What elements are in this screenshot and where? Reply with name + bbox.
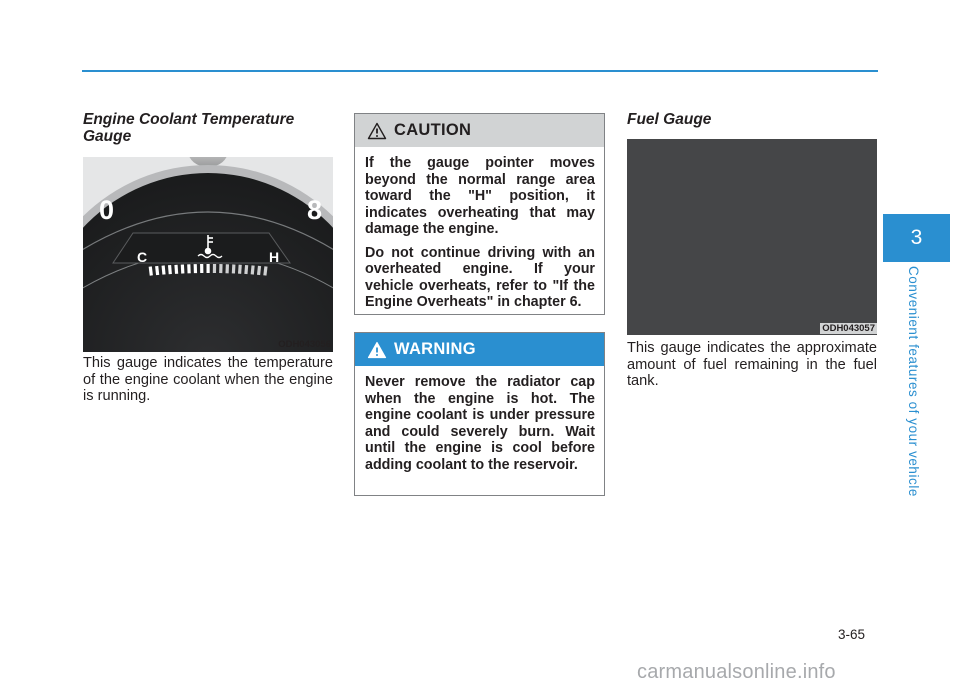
scale-tick bbox=[181, 264, 185, 273]
dial-hot-label: H bbox=[269, 249, 280, 265]
coolant-gauge-description: This gauge indicates the temperature of the engine coolant when the engine is running. bbox=[83, 355, 333, 404]
scale-tick bbox=[225, 264, 229, 273]
top-rule bbox=[82, 70, 878, 72]
caution-header bbox=[355, 114, 604, 147]
caution-body bbox=[355, 147, 604, 311]
scale-tick bbox=[174, 265, 178, 274]
chapter-tab bbox=[883, 214, 950, 262]
page-number: 3-65 bbox=[838, 627, 866, 642]
scale-tick bbox=[194, 264, 197, 273]
dial-left-number: 0 bbox=[99, 195, 115, 225]
warning-box bbox=[354, 332, 605, 496]
scale-tick bbox=[187, 264, 191, 273]
warning-header bbox=[355, 333, 604, 366]
coolant-gauge-photo bbox=[83, 157, 333, 352]
coolant-gauge-illustration bbox=[83, 157, 333, 352]
chapter-title: Convenient features of your vehicle bbox=[905, 265, 921, 497]
warning-title: WARNING bbox=[394, 340, 476, 358]
scale-tick bbox=[219, 264, 222, 273]
caution-paragraph: If the gauge pointer moves beyond the normal range area toward the "H" position, it indicates overheating that may damage the engine. bbox=[365, 155, 595, 237]
scale-tick bbox=[232, 264, 236, 273]
fuel-gauge-photo bbox=[627, 139, 877, 335]
fuel-gauge-heading: Fuel Gauge bbox=[627, 111, 712, 128]
caution-paragraph: Do not continue driving with an overheated engine. If your vehicle overheats, refer to "If the Engine Overheats" in chapter 6. bbox=[365, 244, 595, 310]
caution-box bbox=[354, 113, 605, 315]
dial-right-number: 8 bbox=[307, 195, 323, 225]
caution-title: CAUTION bbox=[394, 121, 472, 139]
scale-tick bbox=[207, 264, 210, 273]
watermark: carmanualsonline.info bbox=[637, 661, 836, 683]
chapter-number: 3 bbox=[910, 226, 923, 249]
warning-body bbox=[355, 366, 604, 473]
dial-cold-label: C bbox=[137, 249, 148, 265]
scale-tick bbox=[200, 264, 203, 273]
coolant-gauge-heading: Engine Coolant Temperature Gauge bbox=[83, 111, 295, 145]
coolant-image-code: ODH043056 bbox=[278, 339, 331, 350]
warning-paragraph: Never remove the radiator cap when the engine is hot. The engine coolant is under pressure and could severely burn. Wait until the engine is cool before adding coolant to the reservoir. bbox=[365, 374, 595, 473]
warning-triangle-filled-icon bbox=[367, 341, 387, 359]
scale-tick bbox=[238, 265, 242, 274]
fuel-image-code: ODH043057 bbox=[822, 323, 875, 334]
scale-tick bbox=[213, 264, 216, 273]
warning-triangle-outline-icon bbox=[367, 122, 387, 140]
chapter-title-vertical bbox=[898, 265, 928, 497]
fuel-gauge-description: This gauge indicates the approximate amount of fuel remaining in the fuel tank. bbox=[627, 340, 877, 389]
